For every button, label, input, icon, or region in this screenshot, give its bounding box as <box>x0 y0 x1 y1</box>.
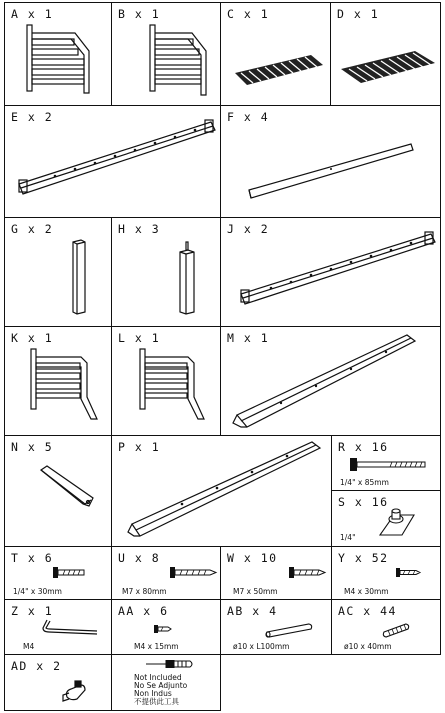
part-z-size: M4 <box>23 642 35 651</box>
part-w-label: W x 10 <box>227 551 278 565</box>
part-s-size: 1/4" <box>340 533 356 542</box>
part-j-cell <box>220 217 441 327</box>
hex-key-z-icon <box>5 600 113 656</box>
part-ab-label: AB x 4 <box>227 604 278 618</box>
headboard-a-drawing <box>5 3 113 107</box>
part-u-cell <box>111 546 221 600</box>
part-z-label: Z x 1 <box>11 604 54 618</box>
part-k-cell <box>4 326 112 436</box>
part-aa-cell <box>111 599 221 655</box>
part-f-cell <box>220 105 441 218</box>
part-h-label: H x 3 <box>118 222 161 236</box>
headboard-b-drawing <box>112 3 222 107</box>
part-t-label: T x 6 <box>11 551 54 565</box>
not-included-line-en: Not Included <box>134 673 182 682</box>
rail-m-drawing <box>221 327 442 437</box>
part-m-cell <box>220 326 441 436</box>
part-b-cell <box>111 2 221 106</box>
part-p-label: P x 1 <box>118 440 161 454</box>
part-y-label: Y x 52 <box>338 551 389 565</box>
part-s-label: S x 16 <box>338 495 389 509</box>
side-rail-j-drawing <box>221 218 442 328</box>
post-g-drawing <box>5 218 113 328</box>
part-e-label: E x 2 <box>11 110 54 124</box>
part-w-cell <box>220 546 332 600</box>
part-ac-cell <box>331 599 441 655</box>
slat-f-drawing <box>221 106 442 219</box>
part-d-label: D x 1 <box>337 7 380 21</box>
part-ad-label: AD x 2 <box>11 659 62 673</box>
part-m-label: M x 1 <box>227 331 270 345</box>
part-n-label: N x 5 <box>11 440 54 454</box>
part-w-size: M7 x 50mm <box>233 587 278 596</box>
part-y-cell <box>331 546 441 600</box>
part-p-cell <box>111 435 332 547</box>
part-ab-cell <box>220 599 332 655</box>
part-ac-size: ø10 x 40mm <box>344 642 392 651</box>
part-aa-label: AA x 6 <box>118 604 169 618</box>
part-k-label: K x 1 <box>11 331 54 345</box>
part-t-size: 1/4" x 30mm <box>13 587 62 596</box>
part-h-cell <box>111 217 221 327</box>
part-u-size: M7 x 80mm <box>122 587 167 596</box>
block-n-drawing <box>5 436 113 548</box>
side-rail-e-drawing <box>5 106 222 219</box>
part-y-size: M4 x 30mm <box>344 587 389 596</box>
slat-roll-c-drawing <box>221 3 332 107</box>
part-c-label: C x 1 <box>227 7 270 21</box>
part-l-cell <box>111 326 221 436</box>
not-included-line-zh: 不提供此工具 <box>134 697 179 706</box>
not-included-line-es: No Se Adjunto <box>134 681 188 690</box>
part-u-label: U x 8 <box>118 551 161 565</box>
part-l-label: L x 1 <box>118 331 161 345</box>
part-f-label: F x 4 <box>227 110 270 124</box>
part-b-label: B x 1 <box>118 7 161 21</box>
part-aa-size: M4 x 15mm <box>134 642 179 651</box>
part-ad-cell <box>4 654 112 711</box>
part-s-cell <box>331 490 441 547</box>
part-r-label: R x 16 <box>338 440 389 454</box>
part-ac-label: AC x 44 <box>338 604 397 618</box>
part-t-cell <box>4 546 112 600</box>
part-z-cell <box>4 599 112 655</box>
part-ab-size: ø10 x L100mm <box>233 642 290 651</box>
slat-roll-d-drawing <box>331 3 442 107</box>
part-n-cell <box>4 435 112 547</box>
part-j-label: J x 2 <box>227 222 270 236</box>
part-g-cell <box>4 217 112 327</box>
not-included-line-fr: Non Indus <box>134 689 172 698</box>
part-e-cell <box>4 105 221 218</box>
part-d-cell <box>330 2 441 106</box>
post-h-drawing <box>112 218 222 328</box>
part-g-label: G x 2 <box>11 222 54 236</box>
connector-ad-icon <box>5 655 113 712</box>
part-r-size: 1/4" x 85mm <box>340 478 389 487</box>
rail-p-drawing <box>112 436 333 548</box>
part-c-cell <box>220 2 331 106</box>
part-a-cell <box>4 2 112 106</box>
footboard-l-drawing <box>112 327 222 437</box>
part-a-label: A x 1 <box>11 7 54 21</box>
not-included-text <box>134 674 187 706</box>
footboard-k-drawing <box>5 327 113 437</box>
part-r-cell <box>331 435 441 491</box>
